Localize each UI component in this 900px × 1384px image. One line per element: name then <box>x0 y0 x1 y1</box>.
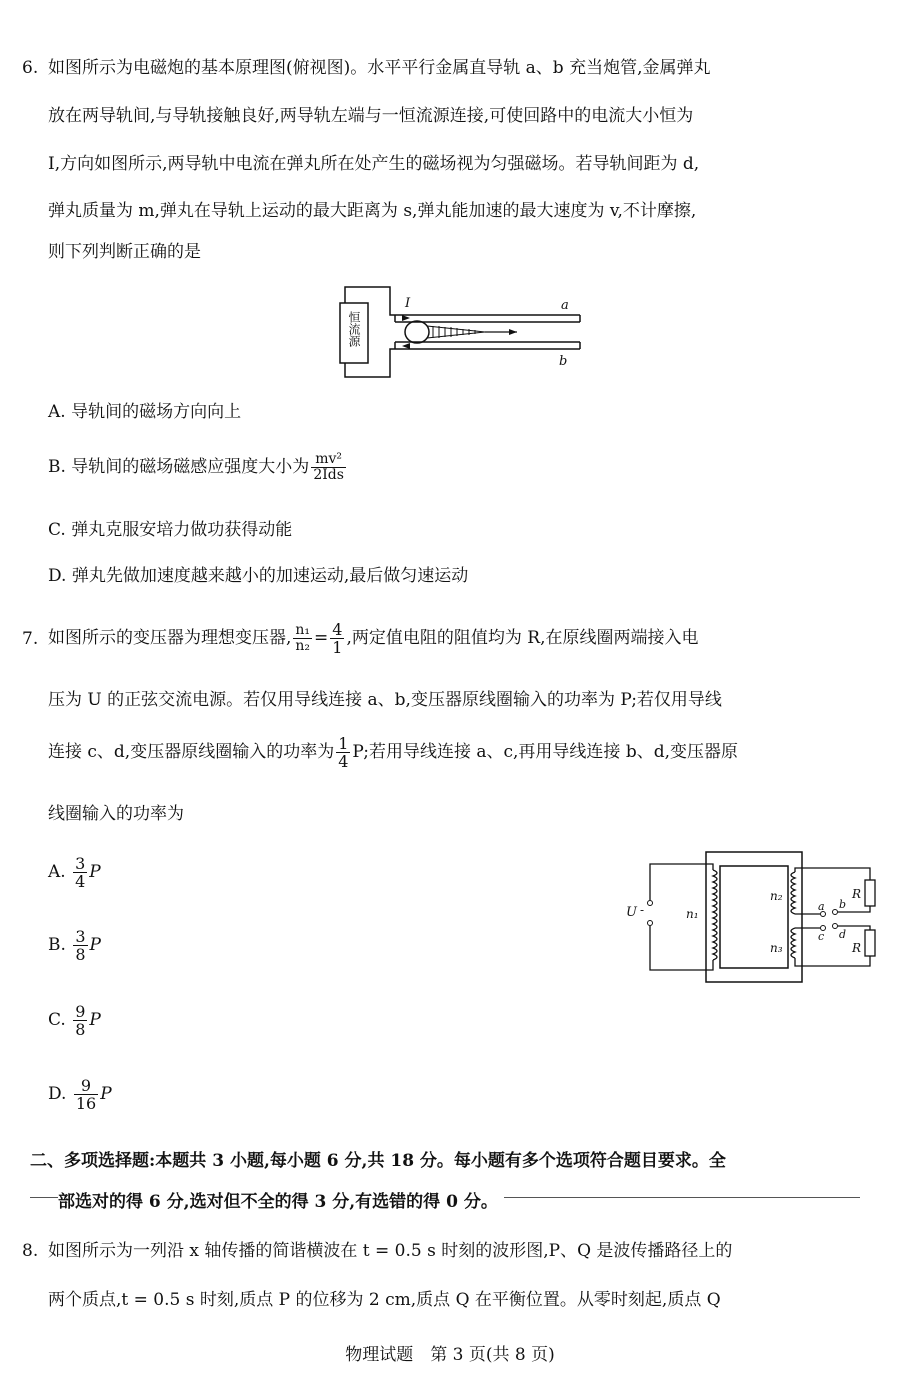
q6-option-b-fraction: $\frac{\text{mv²}}{\text{2Ids}}$ <box>313 451 344 483</box>
q7-line-4: 线圈输入的功率为 <box>48 804 184 824</box>
primary-coil <box>713 870 717 960</box>
transformer-diagram <box>620 848 880 988</box>
primary-wire-top <box>650 864 713 900</box>
q7-option-d: D. $\frac{9}{16}$ P <box>48 1076 112 1113</box>
rail-a-label: a <box>561 298 569 313</box>
q6-line-1: 如图所示为电磁炮的基本原理图(俯视图)。水平平行金属直导轨 a、b 充当炮管,金属弹丸 <box>48 58 711 78</box>
terminal-b-label: b <box>839 898 847 911</box>
source-u-label: U <box>626 905 637 920</box>
q8-line-1: 如图所示为一列沿 x 轴传播的简谐横波在 t = 0.5 s 时刻的波形图,P、Q 是波传播路径上的 <box>48 1241 733 1261</box>
q7-option-a: A. $\frac{3}{4}$ P <box>48 854 101 891</box>
terminal-a-label: a <box>818 900 825 913</box>
q6-line-5: 则下列判断正确的是 <box>48 242 201 262</box>
q6-line-4: 弹丸质量为 m,弹丸在导轨上运动的最大距离为 s,弹丸能加速的最大速度为 v,不计摩擦, <box>48 201 697 221</box>
q7-option-b: B. $\frac{3}{8}$ P <box>48 927 101 964</box>
resistor-r2 <box>865 930 875 956</box>
current-arrow-bottom <box>402 343 410 349</box>
n2-label: n₂ <box>770 889 783 903</box>
q8-line-2: 两个质点,t = 0.5 s 时刻,质点 P 的位移为 2 cm,质点 Q 在平衡位置。从零时刻起,质点 Q <box>48 1290 721 1310</box>
secondary-coil-n3 <box>791 928 795 958</box>
n3-label: n₃ <box>770 941 783 955</box>
terminal-d-label: d <box>839 928 847 941</box>
primary-wire-bottom <box>650 926 713 970</box>
current-label: I <box>405 296 411 311</box>
terminal-c-label: c <box>818 930 825 943</box>
q6-line-3: I,方向如图所示,两导轨中电流在弹丸所在处产生的磁场视为匀强磁场。若导轨间距为 d, <box>48 154 700 174</box>
bottom-wire <box>345 349 580 377</box>
secondary-coil-n2 <box>791 872 795 914</box>
q7-line-2: 压为 U 的正弦交流电源。若仅用导线连接 a、b,变压器原线圈输入的功率为 P;若仅用导线 <box>48 690 722 710</box>
q7-line-3: 连接 c、d,变压器原线圈输入的功率为 $\frac{1}{4}$ P;若用导线连接 a、c,再用导线连接 b、d,变压器原 <box>48 734 739 771</box>
railgun-diagram <box>335 283 595 383</box>
q6-option-a: A. 导轨间的磁场方向向上 <box>48 402 242 422</box>
q6-line-2: 放在两导轨间,与导轨接触良好,两导轨左端与一恒流源连接,可使回路中的电流大小恒为 <box>48 106 694 126</box>
rail-b-label: b <box>559 354 568 369</box>
q7-number: 7. <box>22 629 39 649</box>
current-arrow-top <box>402 315 410 321</box>
projectile-trail <box>427 326 485 338</box>
q6-option-c: C. 弹丸克服安培力做功获得动能 <box>48 520 293 540</box>
q7-option-c: C. $\frac{9}{8}$ P <box>48 1002 101 1039</box>
section2-line-2: 部选对的得 6 分,选对但不全的得 3 分,有选错的得 0 分。 <box>58 1190 504 1214</box>
top-wire <box>345 287 580 315</box>
q8-number: 8. <box>22 1241 39 1261</box>
source-label: 恒流源 <box>347 311 361 347</box>
q6-option-d: D. 弹丸先做加速度越来越小的加速运动,最后做匀速运动 <box>48 566 469 586</box>
section2-line-1: 二、多项选择题:本题共 3 小题,每小题 6 分,共 18 分。每小题有多个选项符合题目要求。全 <box>30 1151 726 1171</box>
q6-option-b: B. 导轨间的磁场磁感应强度大小为 $\frac{\text{mv²}}{\text{2Ids}}$ <box>48 451 344 483</box>
n1-label: n₁ <box>686 907 699 921</box>
q7-line-1: 如图所示的变压器为理想变压器, $\frac{\text{n₁}}{\text{n₂}}$ = $\frac{4}{1}$ ,两定值电阻的阻值均为 R,在原线圈两端接入电 <box>48 620 699 657</box>
r1-label: R <box>852 887 862 901</box>
resistor-r1 <box>865 880 875 906</box>
page-footer: 物理试题 第 3 页(共 8 页) <box>345 1345 555 1365</box>
r2-label: R <box>852 941 862 955</box>
svg-text:-: - <box>640 903 645 917</box>
q6-number: 6. <box>22 58 39 78</box>
projectile <box>405 321 429 343</box>
